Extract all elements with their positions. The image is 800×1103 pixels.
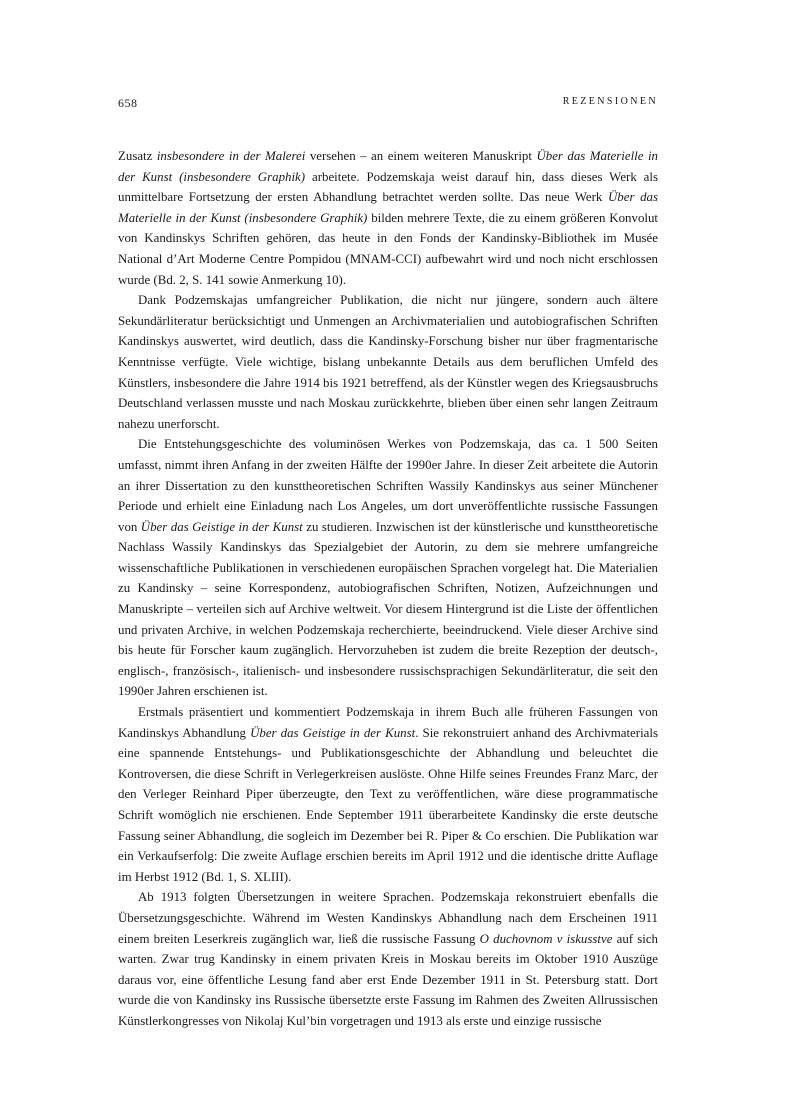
italic-title: Über das Geistige in der Kunst: [140, 519, 303, 534]
page-number: 658: [118, 96, 138, 110]
italic-title: Über das Materielle in der Kunst (insbesondere Graphik): [118, 149, 658, 184]
body-text: [118, 146, 658, 1032]
italic-title: Über das Geistige in der Kunst: [250, 725, 416, 740]
text-run: . Sie rekonstruiert anhand des Archivmaterials eine spannende Entstehungs- und Publikationsgeschichte der Abhandlung und beleuchtet die Kontroversen, die diese Schrift in Verlegerkreisen auslöste. Ohne Hilfe seines Freundes Franz Marc, der den Verleger Reinhard Piper überzeugte, den Text zu veröffentlichen, wäre diese programmatische Schrift womöglich nie erschienen. Ende September 1911 überarbeitete Kandinsky die erste deutsche Fassung seiner Abhandlung, die sogleich im Dezember bei R. Piper & Co erschien. Die Publikation war ein Verkaufserfolg: Die zweite Auflage erschien bereits im April 1912 und die identische dritte Auflage im Herbst 1912 (Bd. 1, S. XLIII).: [118, 725, 658, 884]
italic-title: Über das Materielle in der Kunst (insbesondere Graphik): [118, 190, 659, 225]
paragraph: [118, 290, 658, 434]
text-run: Die Entstehungsgeschichte des voluminösen Werkes von Podzemskaja, das ca. 1 500 Seiten umfasst, nimmt ihren Anfang in der zweiten Hälfte der 1990er Jahre. In dieser Zeit arbeitete die Autorin an ihrer Dissertation zu den kunsttheoretischen Schriften Wassily Kandinskys aus seiner Münchener Periode und erhielt eine Einladung nach Los Angeles, um dort unveröffentlichte russische Fassungen von: [118, 437, 658, 534]
text-run: zu studieren. Inzwischen ist der künstlerische und kunsttheoretische Nachlass Wassily Kandinskys das Spezialgebiet der Autorin, zu dem sie mehrere umfangreiche wissenschaftliche Publikationen in verschiedenen europäischen Sprachen vorgelegt hat. Die Materialien zu Kandinsky – seine Korrespondenz, autobiografischen Schriften, Notizen, Aufzeichnungen und Manuskripte – verteilen sich auf Archive weltweit. Vor diesem Hintergrund ist die Liste der öffentlichen und privaten Archive, in welchen Podzemskaja recherchierte, beeindruckend. Viele dieser Archive sind bis heute für Forscher kaum zugänglich. Hervorzuheben ist zudem die breite Rezeption der deutsch-, englisch-, französisch-, italienisch- und insbesondere russischsprachigen Sekundärliteratur, die seit den 1990er Jahren erschienen ist.: [118, 519, 658, 699]
running-head: REZENSIONEN: [562, 96, 658, 107]
text-run: Dank Podzemskajas umfangreicher Publikation, die nicht nur jüngere, sondern auch ältere Sekundärliteratur berücksichtigt und Unmengen an Archivmaterialien und autobiografischen Schriften Kandinskys auswertet, wird deutlich, dass die Kandinsky-Forschung bisher nur über fragmentarische Kenntnisse verfügte. Viele wichtige, bislang unbekannte Details aus dem beruflichen Umfeld des Künstlers, insbesondere die Jahre 1914 bis 1921 betreffend, als der Künstler wegen des Kriegsausbruchs Deutschland verlassen musste und nach Moskau zurückkehrte, blieben über einen sehr langen Zeitraum nahezu unerforscht.: [118, 293, 658, 431]
paragraph: [118, 434, 658, 702]
italic-title: O duchovnom v iskusstve: [479, 931, 613, 946]
page-header: [118, 96, 658, 116]
text-run: arbeitete. Podzemskaja weist darauf hin, dass dieses Werk als unmittelbare Fortsetzung der ersten Abhandlung betrachtet werden sollte. Das neue Werk: [118, 169, 659, 205]
text-run: auf sich warten. Zwar trug Kandinsky in einem privaten Kreis in Moskau bereits im Oktober 1910 Auszüge daraus vor, eine öffentliche Lesung fand aber erst Ende Dezember 1911 in St. Petersburg statt. Dort wurde die von Kandinsky ins Russische übersetzte erste Fassung im Rahmen des Zweiten Allrussischen Künstlerkongresses von Nikolaj Kul’bin vorgetragen und 1913 als erste und einzige russische: [118, 931, 658, 1028]
paragraph: [118, 702, 658, 887]
text-run: Zusatz: [118, 149, 157, 163]
text-run: Erstmals präsentiert und kommentiert Podzemskaja in ihrem Buch alle früheren Fassungen von Kandinskys Abhandlung: [118, 705, 658, 740]
paragraph: [118, 887, 658, 1031]
text-run: bilden mehrere Texte, die zu einem größeren Konvolut von Kandinskys Schriften gehören, das heute in den Fonds der Kandinsky-Bibliothek im Musée National d’Art Moderne Centre Pompidou (MNAM-CCI) aufbewahrt wird und noch nicht erschlossen wurde (Bd. 2, S. 141 sowie Anmerkung 10).: [118, 210, 658, 287]
paragraph: [118, 146, 658, 290]
text-run: Ab 1913 folgten Übersetzungen in weitere Sprachen. Podzemskaja rekonstruiert ebenfalls die Übersetzungsgeschichte. Während im Westen Kandinskys Abhandlung nach dem Erscheinen 1911 einem breiten Leserkreis zugänglich war, ließ die russische Fassung: [118, 890, 658, 946]
text-run: versehen – an einem weiteren Manuskript: [305, 149, 537, 163]
italic-title: insbesondere in der Malerei: [156, 149, 306, 163]
